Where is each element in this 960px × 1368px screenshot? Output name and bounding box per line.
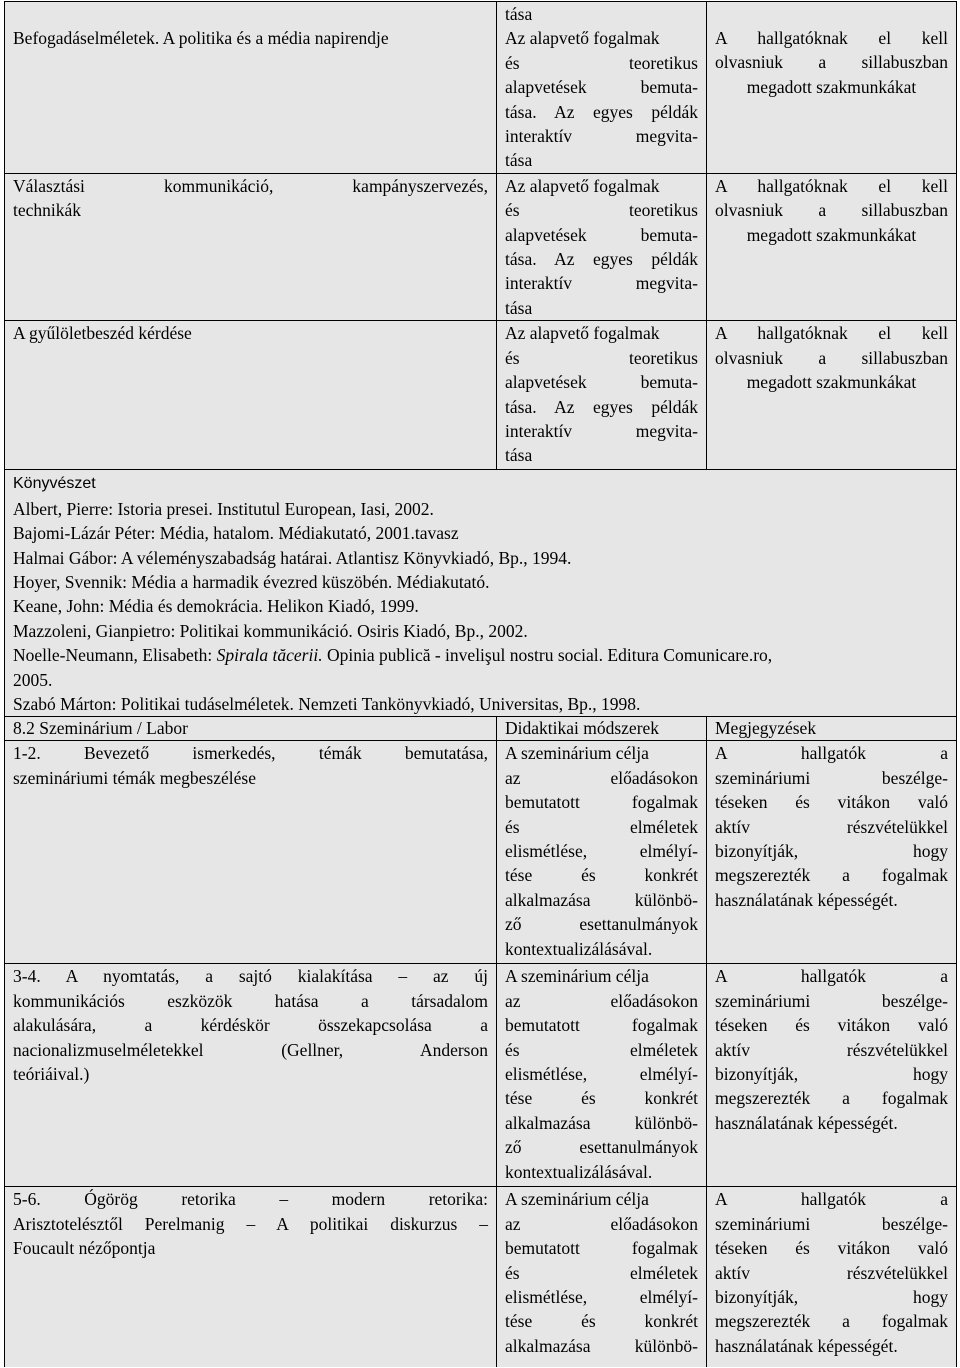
noelle-publisher: Opinia publică - invelişul nostru social. Editura Comunicare.ro,	[322, 645, 773, 666]
method-line: interaktív megvita-	[505, 273, 698, 294]
topic-line: teóriáival.)	[13, 1063, 90, 1084]
method-cell	[497, 173, 707, 320]
method-line: tása	[505, 297, 533, 318]
bibliography-cell	[5, 470, 957, 717]
bibliography-entry: Mazzoleni, Gianpietro: Politikai kommunikáció. Osiris Kiadó, Bp., 2002.	[13, 620, 528, 641]
note-cell	[707, 173, 957, 320]
bibliography-entry: Szabó Márton: Politikai tudáselméletek. Nemzeti Tankönyvkiadó, Universitas, Bp., 1998.	[13, 693, 641, 714]
seminar-header-notes: Megjegyzések	[707, 717, 957, 741]
bibliography-entry: Halmai Gábor: A véleményszabadság határai. Atlantisz Könyvkiadó, Bp., 1994.	[13, 547, 572, 568]
note-line: A hallgatóknak el kell	[715, 323, 948, 344]
method-line: elismétlése, elmélyí-	[505, 1286, 698, 1307]
note-line: olvasniuk a sillabuszban	[715, 347, 948, 368]
seminar-header-methods: Didaktikai módszerek	[497, 717, 707, 741]
method-line: és teoretikus	[505, 52, 698, 73]
topic-line: nacionalizmuselméletekkel (Gellner, Anderson	[13, 1039, 488, 1060]
bibliography-entry: Keane, John: Média és demokrácia. Helikon Kiadó, 1999.	[13, 596, 419, 617]
topic-line: Foucault nézőpontja	[13, 1238, 156, 1259]
topic-line: 1-2. Bevezető ismerkedés, témák bemutatása,	[13, 743, 488, 764]
method-line: bemutatott fogalmak	[505, 1238, 698, 1259]
note-line: olvasniuk a sillabuszban	[715, 200, 948, 221]
note-line: olvasniuk a sillabuszban	[715, 52, 948, 73]
note-line: A hallgatók a	[715, 743, 948, 764]
note-line: bizonyítják, hogy	[715, 1286, 948, 1307]
topic-cell	[5, 1187, 497, 1367]
method-cell	[497, 964, 707, 1187]
method-line: Az alapvető fogalmak	[505, 175, 660, 196]
method-line: bemutatott fogalmak	[505, 1015, 698, 1036]
topic-line: kommunikációs eszközök hatása a társadalom	[13, 990, 488, 1011]
note-cell	[707, 321, 957, 470]
method-line: alapvetések bemuta-	[505, 224, 698, 245]
note-line: használatának képességét.	[715, 889, 898, 910]
seminar-header-title: 8.2 Szeminárium / Labor	[5, 717, 497, 741]
method-line: interaktív megvita-	[505, 126, 698, 147]
topic-line: 5-6. Ógörög retorika – modern retorika:	[13, 1189, 488, 1210]
note-line: bizonyítják, hogy	[715, 840, 948, 861]
note-line: szemináriumi beszélge-	[715, 767, 948, 788]
topic-line: 3-4. A nyomtatás, a sajtó kialakítása – az új	[13, 966, 488, 987]
method-line: bemutatott fogalmak	[505, 792, 698, 813]
topic-line: alakulására, a kérdéskör összekapcsolása a	[13, 1015, 488, 1036]
method-line: A szeminárium célja	[505, 743, 649, 764]
method-line: A szeminárium célja	[505, 966, 649, 987]
topic-cell	[5, 321, 497, 470]
table-row	[5, 964, 957, 1187]
method-line: tése és konkrét	[505, 1311, 698, 1332]
note-line: aktív részvételükkel	[715, 1262, 948, 1283]
method-line: Az alapvető fogalmak	[505, 28, 660, 49]
note-line: megszerezték a fogalmak	[715, 1311, 948, 1332]
bibliography-entry: Hoyer, Svennik: Média a harmadik évezred küszöbén. Médiakutató.	[13, 571, 490, 592]
table-row	[5, 2, 957, 174]
method-line: és teoretikus	[505, 347, 698, 368]
table-row	[5, 741, 957, 964]
note-line: használatának képességét.	[715, 1335, 898, 1356]
method-line: alkalmazása különbö-	[505, 1112, 698, 1133]
method-line: A szeminárium célja	[505, 1189, 649, 1210]
topic-text: A gyűlöletbeszéd kérdése	[13, 323, 192, 344]
method-cell	[497, 1187, 707, 1367]
note-line: aktív részvételükkel	[715, 816, 948, 837]
noelle-title: Spirala tăcerii.	[216, 645, 323, 666]
topic-line: Választási kommunikáció, kampányszervezés,	[13, 175, 488, 196]
method-line: tése és konkrét	[505, 865, 698, 886]
note-cell	[707, 2, 957, 174]
note-line: megszerezték a fogalmak	[715, 865, 948, 886]
method-line: ző esettanulmányok	[505, 914, 698, 935]
topic-cell	[5, 2, 497, 174]
method-line: tása	[505, 445, 533, 466]
noelle-author: Noelle-Neumann, Elisabeth:	[13, 645, 217, 666]
bibliography-row	[5, 470, 957, 717]
method-cell	[497, 321, 707, 470]
method-line: alkalmazása különbö-	[505, 889, 698, 910]
bibliography-entry: Bajomi-Lázár Péter: Média, hatalom. Médiakutató, 2001.tavasz	[13, 523, 459, 544]
topic-cell	[5, 741, 497, 964]
note-line: aktív részvételükkel	[715, 1039, 948, 1060]
note-line: A hallgatóknak el kell	[715, 28, 948, 48]
note-line: szemináriumi beszélge-	[715, 1213, 948, 1234]
note-line: szemináriumi beszélge-	[715, 990, 948, 1011]
table-row	[5, 173, 957, 320]
method-line: tása	[505, 4, 533, 24]
method-line: elismétlése, elmélyí-	[505, 1063, 698, 1084]
topic-line: Arisztotelésztől Perelmanig – A politikai diskurzus –	[13, 1213, 488, 1234]
note-line: megadott szakmunkákat	[746, 224, 917, 245]
method-line: kontextualizálásával.	[505, 1161, 653, 1182]
topic-line: technikák	[13, 200, 82, 221]
method-cell	[497, 2, 707, 174]
topic-line: szemináriumi témák megbeszélése	[13, 767, 256, 788]
note-line: megszerezték a fogalmak	[715, 1088, 948, 1109]
note-line: téseken és vitákon való	[715, 1238, 948, 1259]
method-line: tása. Az egyes példák	[505, 101, 698, 122]
note-cell	[707, 741, 957, 964]
note-line: megadott szakmunkákat	[746, 372, 917, 393]
method-line: és elméletek	[505, 816, 698, 837]
method-line: tése és konkrét	[505, 1088, 698, 1109]
bibliography-heading: Könyvészet	[13, 475, 96, 493]
note-line: téseken és vitákon való	[715, 792, 948, 813]
method-line: interaktív megvita-	[505, 420, 698, 441]
method-line: elismétlése, elmélyí-	[505, 840, 698, 861]
method-line: és elméletek	[505, 1262, 698, 1283]
method-cell	[497, 741, 707, 964]
method-line: alapvetések bemuta-	[505, 77, 698, 98]
note-line: bizonyítják, hogy	[715, 1063, 948, 1084]
seminar-header-row	[5, 717, 957, 741]
note-cell	[707, 964, 957, 1187]
method-line: tása. Az egyes példák	[505, 249, 698, 270]
note-line: A hallgatók a	[715, 966, 948, 987]
note-line: téseken és vitákon való	[715, 1015, 948, 1036]
method-line: alkalmazása különbö-	[505, 1335, 698, 1356]
bibliography-entry-year: 2005.	[13, 669, 53, 690]
note-line: használatának képességét.	[715, 1112, 898, 1133]
note-cell	[707, 1187, 957, 1367]
method-line: az előadásokon	[505, 767, 698, 788]
bibliography-entry	[13, 643, 948, 667]
method-line: ző esettanulmányok	[505, 1137, 698, 1158]
table-row	[5, 1187, 957, 1367]
note-line: A hallgatóknak el kell	[715, 175, 948, 196]
note-line: megadott szakmunkákat	[746, 76, 917, 97]
topic-text: Befogadáselméletek. A politika és a média napirendje	[13, 28, 389, 48]
syllabus-table	[4, 1, 957, 1367]
method-line: tása. Az egyes példák	[505, 396, 698, 417]
note-line: A hallgatók a	[715, 1189, 948, 1210]
bibliography-entry: Albert, Pierre: Istoria presei. Institutul European, Iasi, 2002.	[13, 498, 434, 519]
topic-cell	[5, 173, 497, 320]
method-line: Az alapvető fogalmak	[505, 323, 660, 344]
method-line: és elméletek	[505, 1039, 698, 1060]
table-row	[5, 321, 957, 470]
topic-cell	[5, 964, 497, 1187]
method-line: az előadásokon	[505, 990, 698, 1011]
method-line: az előadásokon	[505, 1213, 698, 1234]
method-line: és teoretikus	[505, 200, 698, 221]
method-line: kontextualizálásával.	[505, 938, 653, 959]
method-line: tása	[505, 150, 533, 171]
method-line: alapvetések bemuta-	[505, 372, 698, 393]
